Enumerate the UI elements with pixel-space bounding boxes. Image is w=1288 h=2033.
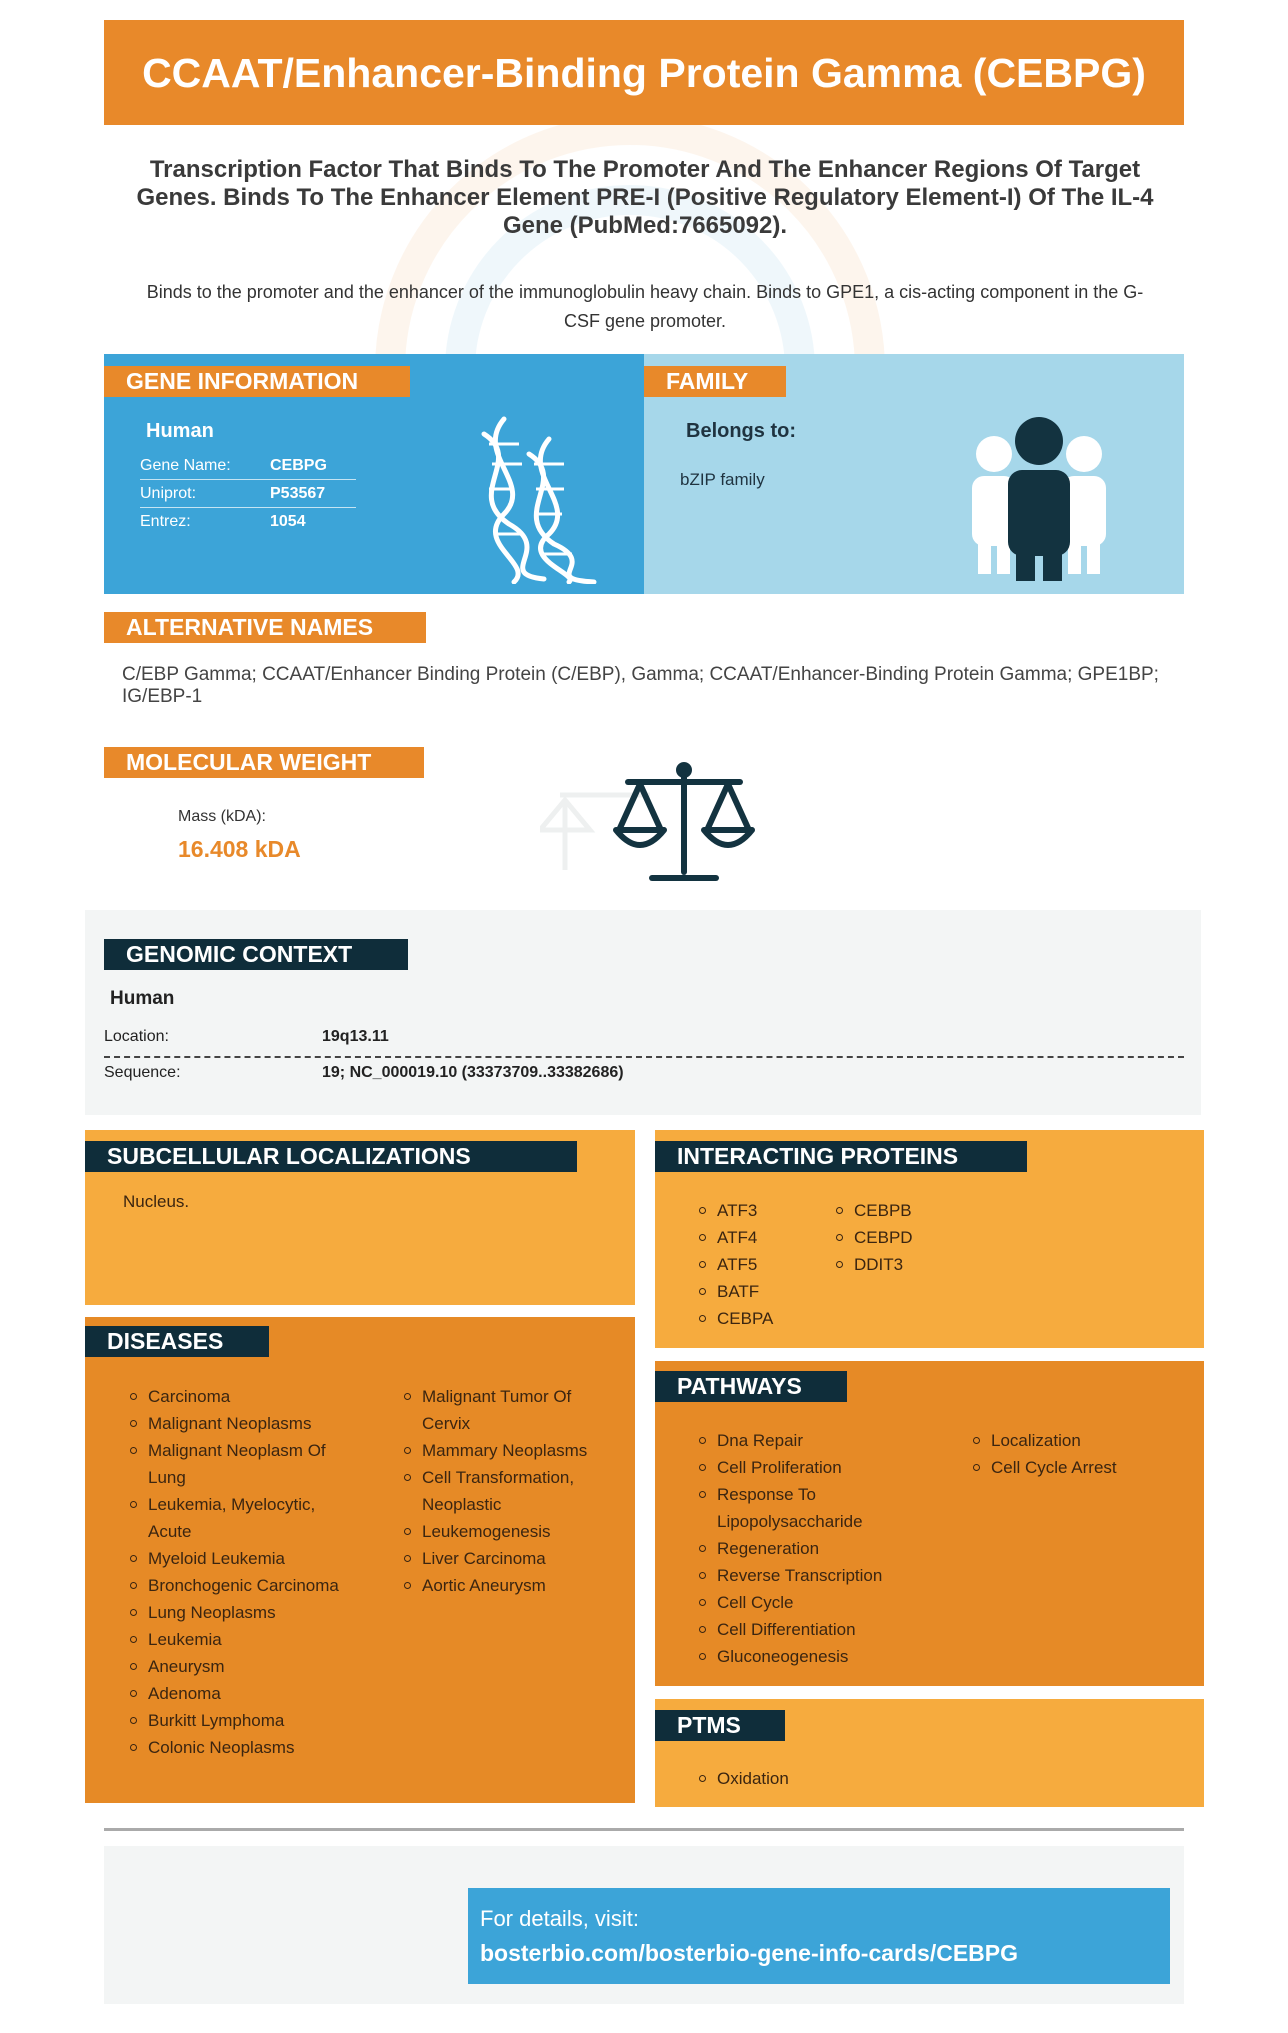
gene-row-value: 1054 bbox=[270, 513, 306, 530]
genomic-species: Human bbox=[110, 988, 175, 1009]
list-item: CEBPA bbox=[695, 1305, 825, 1332]
list-item: Carcinoma bbox=[126, 1383, 356, 1410]
list-item: Malignant Tumor Of Cervix bbox=[400, 1383, 610, 1437]
list-item: Lung Neoplasms bbox=[126, 1599, 356, 1626]
details-link[interactable]: bosterbio.com/bosterbio-gene-info-cards/CEBPG bbox=[480, 1940, 1018, 1966]
ptms-heading: PTMS bbox=[655, 1710, 785, 1741]
gene-info-table bbox=[140, 452, 356, 535]
interacting-proteins-heading: INTERACTING PROTEINS bbox=[655, 1141, 1027, 1172]
genomic-location-value: 19q13.11 bbox=[322, 1028, 389, 1045]
gene-row-label: Uniprot: bbox=[140, 485, 197, 502]
balance-scale-icon bbox=[540, 760, 780, 890]
gene-information-heading: GENE INFORMATION bbox=[104, 366, 410, 397]
dna-helix-icon bbox=[464, 414, 614, 584]
list-item: ATF3 bbox=[695, 1197, 825, 1224]
alternative-names-heading: ALTERNATIVE NAMES bbox=[104, 612, 426, 643]
list-item: ATF5 bbox=[695, 1251, 825, 1278]
list-item: Leukemia bbox=[126, 1626, 356, 1653]
diseases-list-col2 bbox=[400, 1383, 610, 1599]
molecular-weight-heading: MOLECULAR WEIGHT bbox=[104, 747, 424, 778]
dashed-divider bbox=[104, 1056, 1184, 1058]
list-item: Bronchogenic Carcinoma bbox=[126, 1572, 356, 1599]
gene-species: Human bbox=[146, 420, 214, 442]
diseases-list-col1 bbox=[126, 1383, 356, 1761]
page-title: CCAAT/Enhancer-Binding Protein Gamma (CEBPG) bbox=[104, 20, 1184, 125]
list-item: Gluconeogenesis bbox=[695, 1643, 895, 1670]
gene-row-label: Gene Name: bbox=[140, 457, 231, 474]
list-item: Burkitt Lymphoma bbox=[126, 1707, 356, 1734]
subcellular-text: Nucleus. bbox=[123, 1192, 190, 1211]
summary-heading: Transcription Factor That Binds To The Promoter And The Enhancer Regions Of Target Genes. Binds To The Enhancer Element PRE-I (Positive Regulatory Element-I) Of The IL-4 Gene (PubMed:7665092). bbox=[136, 156, 1154, 239]
list-item: Leukemogenesis bbox=[400, 1518, 610, 1545]
list-item: ATF4 bbox=[695, 1224, 825, 1251]
gene-row-uniprot bbox=[140, 480, 356, 508]
pathways-heading: PATHWAYS bbox=[655, 1371, 847, 1402]
list-item: Cell Differentiation bbox=[695, 1616, 895, 1643]
list-item: Response To Lipopolysaccharide bbox=[695, 1481, 895, 1535]
people-group-icon bbox=[964, 416, 1114, 581]
list-item: Adenoma bbox=[126, 1680, 356, 1707]
list-item: DDIT3 bbox=[832, 1251, 962, 1278]
list-item: Malignant Neoplasm Of Lung bbox=[126, 1437, 356, 1491]
list-item: Reverse Transcription bbox=[695, 1562, 895, 1589]
genomic-sequence-label: Sequence: bbox=[104, 1064, 181, 1081]
family-value: bZIP family bbox=[680, 470, 765, 489]
gene-row-name bbox=[140, 452, 356, 480]
interacting-list-col1 bbox=[695, 1197, 825, 1332]
description-text: Binds to the promoter and the enhancer of the immunoglobulin heavy chain. Binds to GPE1, a cis-acting component in the G-CSF gene promoter. bbox=[146, 282, 1144, 331]
pathways-list-col1 bbox=[695, 1427, 895, 1670]
list-item: Colonic Neoplasms bbox=[126, 1734, 356, 1761]
list-item: Leukemia, Myelocytic, Acute bbox=[126, 1491, 356, 1545]
list-item: Regeneration bbox=[695, 1535, 895, 1562]
ptms-list bbox=[695, 1765, 895, 1792]
gene-row-value: CEBPG bbox=[270, 457, 327, 474]
genomic-sequence-value: 19; NC_000019.10 (33373709..33382686) bbox=[322, 1064, 624, 1081]
mass-label: Mass (kDA): bbox=[178, 808, 266, 825]
list-item: CEBPB bbox=[832, 1197, 962, 1224]
list-item: Cell Proliferation bbox=[695, 1454, 895, 1481]
list-item: Aortic Aneurysm bbox=[400, 1572, 610, 1599]
list-item: Cell Cycle Arrest bbox=[969, 1454, 1169, 1481]
footer-divider bbox=[104, 1828, 1184, 1831]
diseases-heading: DISEASES bbox=[85, 1326, 269, 1357]
details-label: For details, visit: bbox=[480, 1906, 639, 1931]
genomic-context-heading: GENOMIC CONTEXT bbox=[104, 939, 408, 970]
list-item: Malignant Neoplasms bbox=[126, 1410, 356, 1437]
pathways-list-col2 bbox=[969, 1427, 1169, 1481]
list-item: Myeloid Leukemia bbox=[126, 1545, 356, 1572]
list-item: Liver Carcinoma bbox=[400, 1545, 610, 1572]
subcellular-heading: SUBCELLULAR LOCALIZATIONS bbox=[85, 1141, 577, 1172]
genomic-location-label: Location: bbox=[104, 1028, 169, 1045]
list-item: Dna Repair bbox=[695, 1427, 895, 1454]
list-item: BATF bbox=[695, 1278, 825, 1305]
mass-value: 16.408 kDA bbox=[178, 836, 301, 862]
details-link-box[interactable] bbox=[468, 1888, 1170, 1984]
gene-row-label: Entrez: bbox=[140, 513, 191, 530]
list-item: Mammary Neoplasms bbox=[400, 1437, 610, 1464]
list-item: Aneurysm bbox=[126, 1653, 356, 1680]
list-item: Localization bbox=[969, 1427, 1169, 1454]
family-belongs-label: Belongs to: bbox=[686, 420, 796, 442]
alternative-names-text: C/EBP Gamma; CCAAT/Enhancer Binding Protein (C/EBP), Gamma; CCAAT/Enhancer-Binding Protein Gamma; GPE1BP; IG/EBP-1 bbox=[122, 664, 1159, 707]
list-item: CEBPD bbox=[832, 1224, 962, 1251]
list-item: Cell Cycle bbox=[695, 1589, 895, 1616]
list-item: Cell Transformation, Neoplastic bbox=[400, 1464, 610, 1518]
interacting-list-col2 bbox=[832, 1197, 962, 1278]
gene-row-entrez bbox=[140, 508, 356, 535]
list-item: Oxidation bbox=[695, 1765, 895, 1792]
family-heading: FAMILY bbox=[644, 366, 786, 397]
gene-row-value: P53567 bbox=[270, 485, 326, 502]
